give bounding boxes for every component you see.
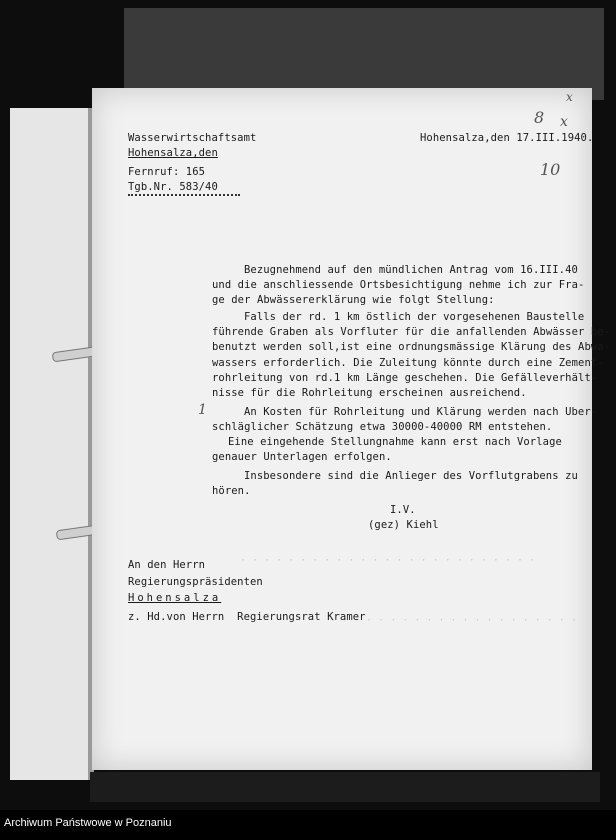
body-line: genauer Unterlagen erfolgen. [212,451,392,463]
office-name: Wasserwirtschaftsamt [128,132,257,144]
addressee-line: Regierungspräsidenten [128,576,263,588]
body-line: schläglicher Schätzung etwa 30000-40000 RM entstehen. [212,421,553,433]
back-sheet [124,8,604,100]
body-line: Eine eingehende Stellungnahme kann erst nach Vorlage [228,436,562,448]
body-line: hören. [212,485,251,497]
body-line: nisse für die Rohrleitung erscheinen ausreichend. [212,387,527,399]
header-divider [128,194,240,196]
addressee-city: Hohensalza [128,592,222,604]
body-line: rohrleitung von rd.1 km Länge geschehen. Die Gefälleverhält- [212,372,598,384]
addressee-attention: z. Hd.von Herrn Regierungsrat Kramer [128,611,366,623]
body-line: ge der Abwässererklärung wie folgt Stellung: [212,294,495,306]
binder-strip [10,108,92,780]
handwritten-mark: x [560,114,568,130]
signature-name: (gez) Kiehl [368,519,439,531]
body-line: An Kosten für Rohrleitung und Klärung werden nach Uber- [244,406,598,418]
bleed-through-text: · · · · · · · · · · · · · · · · · · · · · · · · · [240,555,536,566]
body-line: benutzt werden soll,ist eine ordnungsmässige Klärung des Abwa- [212,341,611,353]
signature-iv: I.V. [390,504,416,516]
body-line: Falls der rd. 1 km östlich der vorgesehenen Baustelle [244,311,585,323]
addressee-line: An den Herrn [128,559,206,571]
journal-number: Tgb.Nr. 583/40 [128,181,218,193]
place-and-date: Hohensalza,den 17.III.1940. [420,132,594,144]
body-line: wassers erforderlich. Die Zuleitung könnte durch eine Zement- [212,357,604,369]
body-line: führende Graben als Vorfluter für die anfallenden Abwässer be- [212,326,611,338]
handwritten-page-number: 8 [534,108,545,127]
bleed-through-text: · · · · · · · · · · · · · · · · · · · · · [330,615,577,626]
body-line: und die anschliessende Ortsbesichtigung nehme ich zur Fra- [212,279,585,291]
handwritten-folio-number: 10 [540,160,561,179]
handwritten-margin-mark: 1 [198,402,207,418]
bottom-edge [90,772,600,802]
office-place: Hohensalza,den [128,147,218,159]
body-line: Insbesondere sind die Anlieger des Vorflutgrabens zu [244,470,578,482]
body-line: Bezugnehmend auf den mündlichen Antrag vom 16.III.40 [244,264,578,276]
archive-caption: Archiwum Państwowe w Poznaniu [4,817,172,829]
handwritten-mark: x [566,90,573,104]
phone-number: Fernruf: 165 [128,166,206,178]
